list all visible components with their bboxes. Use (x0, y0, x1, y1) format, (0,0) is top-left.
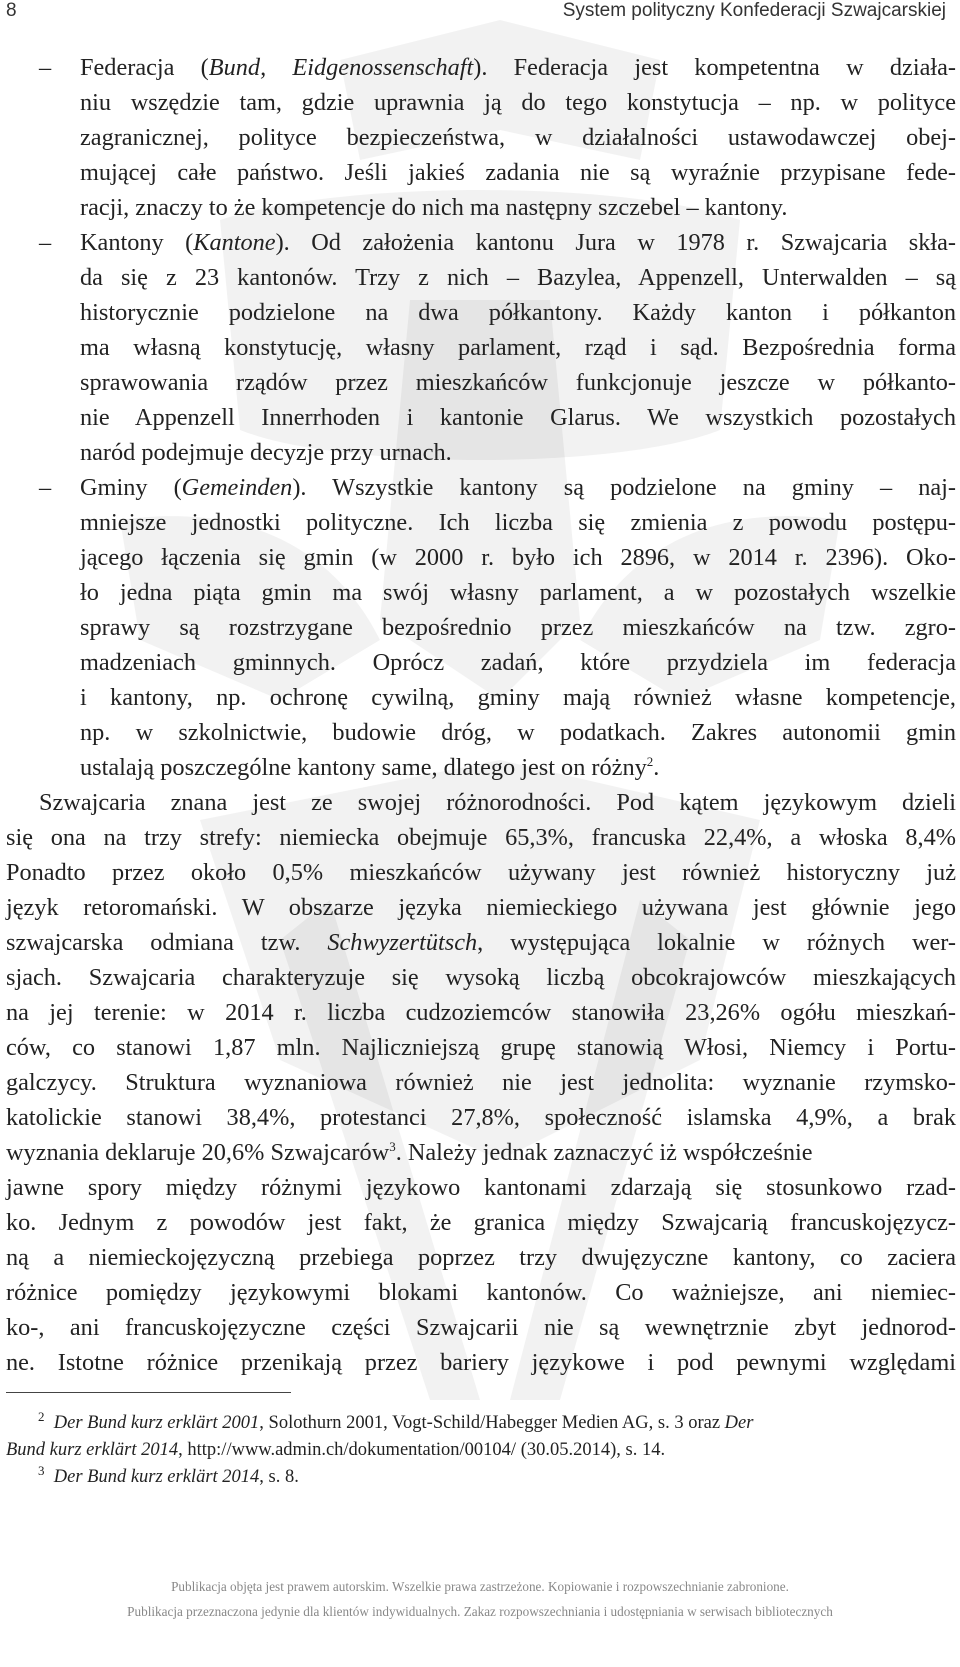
text-line: język retoromański. W obszarze języka niemieckiego używana jest głównie jego (6, 894, 956, 921)
text-line: i kantony, np. ochronę cywilną, gminy mają również własne kompetencje, (80, 684, 956, 711)
text-line: ło jedna piąta gmin ma swój własny parlament, a w pozostałych wszelkie (80, 579, 956, 606)
footnote-mark: 2 (38, 1408, 45, 1424)
text-line: ko. Jednym z powodów jest fakt, że granica między Szwajcarią francuskojęzycz- (6, 1209, 956, 1236)
text-line: ców, co stanowi 1,87 mln. Najliczniejszą grupę stanowią Włosi, Niemcy i Portu- (6, 1034, 956, 1061)
text-line: mującej całe państwo. Jeśli jakieś zadania nie są wyraźnie przypisane fede- (80, 159, 956, 186)
text-line: – Federacja (Bund, Eidgenossenschaft). Federacja jest kompetentna w działa- (39, 54, 956, 81)
text-line: na jej terenie: w 2014 r. liczba cudzoziemców stanowiła 23,26% ogółu mieszkań- (6, 999, 956, 1026)
copyright-notice: Publikacja objęta jest prawem autorskim. Wszelkie prawa zastrzeżone. Kopiowanie i rozpowszechnianie zabronione. (171, 1579, 789, 1594)
text-line: racji, znaczy to że kompetencje do nich ma następny szczebel – kantony. (80, 194, 788, 221)
running-title: System polityczny Konfederacji Szwajcarskiej (562, 0, 946, 21)
text-line-content: . Należy jednak zaznaczyć iż współcześnie (395, 1139, 813, 1166)
text-line: nie Appenzell Innerrhoden i kantonie Glarus. We wszystkich pozostałych (80, 404, 956, 431)
text-line: katolickie stanowi 38,4%, protestanci 27,8%, społeczność islamska 4,9%, a brak (6, 1104, 956, 1131)
text-line: ko-, ani francuskojęzyczne części Szwajcarii nie są wewnętrznie zbyt jednorod- (6, 1314, 956, 1341)
text-line: ną a niemieckojęzyczną przebiega poprzez trzy dwujęzyczne kantony, co zaciera (6, 1244, 956, 1271)
text-line: – Gminy (Gemeinden). Wszystkie kantony są podzielone na gminy – naj- (39, 474, 956, 501)
text-line: jącego łączenia się gmin (w 2000 r. było ich 2896, w 2014 r. 2396). Oko- (80, 544, 956, 571)
text-line: Ponadto przez około 0,5% mieszkańców używany jest również historyczny już (6, 859, 956, 886)
footnote-separator (6, 1392, 291, 1393)
text-line: jawne spory między różnymi językowo kantonami zdarzają się stosunkowo rzad- (6, 1174, 956, 1201)
text-line-content: . (653, 754, 660, 781)
footnote-2-cont: Bund kurz erklärt 2014, http://www.admin.ch/dokumentation/00104/ (30.05.2014), s. 14. (6, 1440, 666, 1460)
text-line: historycznie podzielone na dwa półkantony. Każdy kanton i półkanton (80, 299, 956, 326)
footnote-mark: 3 (38, 1462, 45, 1478)
footnote-ref[interactable]: 3 (389, 1138, 396, 1154)
text-line: ma własną konstytucję, własny parlament, rząd i sąd. Bezpośrednia forma (80, 334, 956, 361)
text-line: się ona na trzy strefy: niemiecka obejmuje 65,3%, francuska 22,4%, a włoska 8,4% (6, 824, 956, 851)
text-line: galczycy. Struktura wyznaniowa również nie jest jednolita: wyznanie rzymsko- (6, 1069, 956, 1096)
text-line: madzeniach gminnych. Oprócz zadań, które przydziela im federacja (80, 649, 956, 676)
text-line: zagranicznej, polityce bezpieczeństwa, w działalności ustawodawczej obej- (80, 124, 956, 151)
page-header (6, 0, 946, 30)
text-line (80, 751, 956, 785)
footnote-url[interactable]: http://www.admin.ch/dokumentation/00104/ (187, 1440, 517, 1460)
text-line: różnice pomiędzy językowymi blokami kantonów. Co ważniejsze, ani niemiec- (6, 1279, 956, 1306)
text-line: naród podejmuje decyzje przy urnach. (80, 439, 452, 466)
distribution-notice: Publikacja przeznaczona jedynie dla klientów indywidualnych. Zakaz rozpowszechniania i udostępniania w serwisach bibliotecznych (127, 1604, 833, 1619)
text-line: – Kantony (Kantone). Od założenia kantonu Jura w 1978 r. Szwajcaria skła- (39, 229, 956, 256)
footnote-3: $^3$ Der Bund kurz erklärt 2014, s. 8. (38, 1462, 299, 1487)
text-line: sjach. Szwajcaria charakteryzuje się wysoką liczbą obcokrajowców mieszkających (6, 964, 956, 991)
text-line (6, 1136, 956, 1170)
page-number: 8 (6, 0, 17, 21)
text-line: mniejsze jednostki polityczne. Ich liczba się zmienia z powodu postępu- (80, 509, 956, 536)
text-line: np. w szkolnictwie, budowie dróg, w podatkach. Zakres autonomii gmin (80, 719, 956, 746)
text-line-content: ustalają poszczególne kantony same, dlatego jest on różny (80, 754, 647, 781)
text-line: ne. Istotne różnice przenikają przez bariery językowe i pod pewnymi względami (6, 1349, 956, 1376)
text-line: da się z 23 kantonów. Trzy z nich – Bazylea, Appenzell, Unterwalden – są (80, 264, 956, 291)
text-line: sprawowania rządów przez mieszkańców funkcjonuje jeszcze w półkanto- (80, 369, 956, 396)
footnote-2: $^2$ Der Bund kurz erklärt 2001, Solothurn 2001, Vogt-Schild/Habegger Medien AG, s. 3 oraz Der (38, 1408, 754, 1433)
text-line: sprawy są rozstrzygane bezpośrednio przez mieszkańców na tzw. zgro- (80, 614, 956, 641)
text-line: Szwajcaria znana jest ze swojej różnorodności. Pod kątem językowym dzieli (39, 789, 956, 816)
text-line-content: wyznania deklaruje 20,6% Szwajcarów (6, 1139, 390, 1166)
text-line-content: Federacja (Bund, Eidgenossenschaft). Federacja jest kompetentna w działa- (80, 54, 956, 81)
text-line: niu wszędzie tam, gdzie uprawnia ją do tego konstytucja – np. w polityce (80, 89, 956, 116)
footnote-ref[interactable]: 2 (646, 753, 654, 769)
text-line: szwajcarska odmiana tzw. Schwyzertütsch, występująca lokalnie w różnych wer- (6, 929, 956, 956)
